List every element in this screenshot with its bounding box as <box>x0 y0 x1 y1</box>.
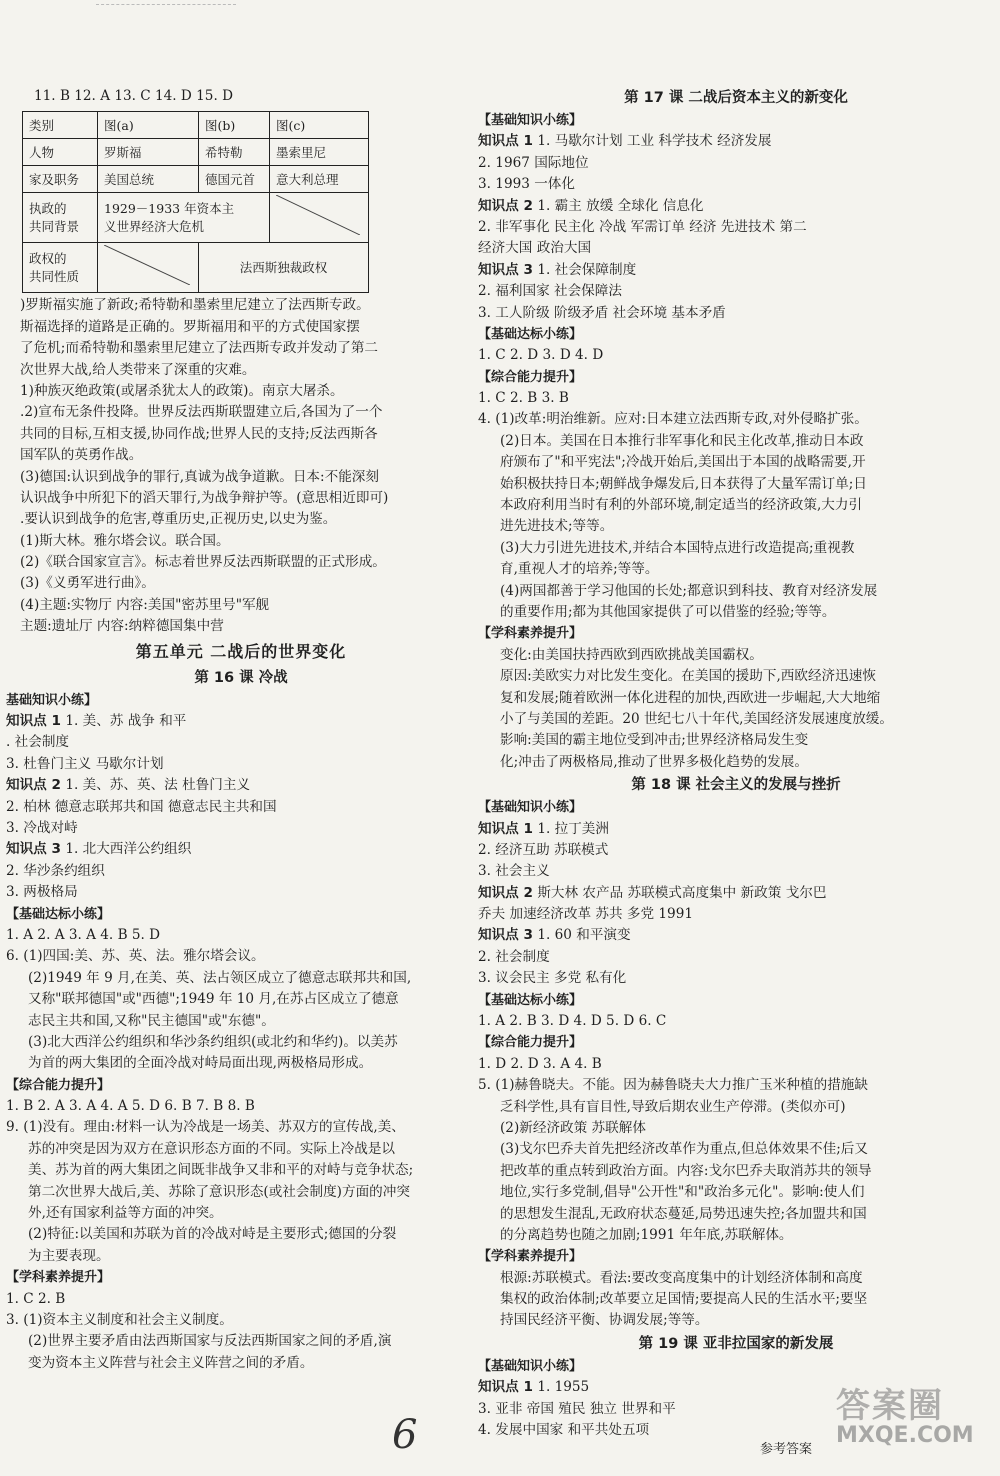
answer-line: (4)两国都善于学习他国的长处;都意识到科技、教育对经济发展 <box>500 582 878 599</box>
answer-line: (4)主题:实物厅 内容:美国"密苏里号"军舰 <box>20 596 270 613</box>
answer-line: (3)北大西洋公约组织和华沙条约组织(或北约和华约)。以美苏 <box>28 1033 398 1050</box>
answer-text: 1. 马歇尔计划 工业 科学技术 经济发展 <box>537 133 772 150</box>
knowledge-point-label: 知识点 3 <box>6 841 61 858</box>
lesson-title: 第 17 课 二战后资本主义的新变化 <box>624 90 848 106</box>
answer-line: 苏的冲突是因为双方在意识形态方面的不同。实际上冷战是以 <box>28 1140 396 1157</box>
lesson-title: 第 16 课 冷战 <box>194 669 288 686</box>
answer-line: 5. (1)赫鲁晓夫。不能。因为赫鲁晓夫大力推广玉米种植的措施缺 <box>478 1077 868 1094</box>
table-cell: 希特勒 <box>199 139 270 166</box>
answer-line: 2. 1967 国际地位 <box>478 154 589 171</box>
answer-line: (2)日本。美国在日本推行非军事化和民主化改革,推动日本政 <box>500 432 864 449</box>
answer-line: 3. 议会民主 多党 私有化 <box>478 970 627 987</box>
table-cell: 墨索里尼 <box>270 139 369 166</box>
answer-line: 了危机;而希特勒和墨索里尼建立了法西斯专政并发动了第二 <box>20 340 379 357</box>
table-cell <box>23 193 98 243</box>
section-header: 【综合能力提升】 <box>478 1035 583 1051</box>
table-header: 图(c) <box>270 112 369 139</box>
answer-line: 共同的目标,互相支援,协同作战;世界人民的支持;反法西斯各 <box>20 425 378 442</box>
knowledge-point-label: 知识点 2 <box>6 777 61 794</box>
answer-line: 的分离趋势也随之加剧;1991 年年底,苏联解体。 <box>500 1226 793 1243</box>
answer-line: 变化:由美国扶持西欧到西欧挑战美国霸权。 <box>500 646 763 663</box>
answer-line: 主题:遗址厅 内容:纳粹德国集中营 <box>20 618 224 635</box>
section-header: 【学科素养提升】 <box>6 1270 111 1286</box>
answer-line: 志民主共和国,又称"民主德国"或"东德"。 <box>28 1012 275 1029</box>
answer-text: 1. 美、苏 战争 和平 <box>65 713 187 730</box>
knowledge-point-label: 知识点 1 <box>478 133 533 150</box>
section-header: 【基础知识小练】 <box>478 1358 583 1374</box>
answer-line: 地位,实行多党制,倡导"公开性"和"政治多元化"。影响:使人们 <box>500 1184 865 1201</box>
answer-text: 1. 美、苏、英、法 杜鲁门主义 <box>65 777 251 794</box>
answer-line: (2)1949 年 9 月,在美、英、法占领区成立了德意志联邦共和国, <box>28 969 412 986</box>
unit-title: 第五单元 二战后的世界变化 <box>135 641 347 661</box>
table-cell-empty <box>98 243 199 293</box>
answer-line: 影响:美国的霸主地位受到冲击;世界经济格局发生变 <box>500 732 809 749</box>
answer-line: (2)新经济政策 苏联解体 <box>500 1119 646 1136</box>
footer-label: 参考答案 <box>760 1442 813 1457</box>
diagonal-slash <box>104 245 190 285</box>
answer-line: (3)德国:认识到战争的罪行,真诚为战争道歉。日本:不能深刻 <box>20 468 379 485</box>
table-cell: 意大利总理 <box>270 166 369 193</box>
answer-line: 1. C 2. B 3. B <box>478 390 569 407</box>
answer-line: 3. 1993 一体化 <box>478 176 575 193</box>
answer-line: 2. 福利国家 社会保障法 <box>478 283 622 300</box>
section-header: 【基础达标小练】 <box>478 992 583 1008</box>
answer-text: 1. 北大西洋公约组织 <box>65 841 192 858</box>
answer-line: 1. A 2. A 3. A 4. B 5. D <box>6 926 161 943</box>
section-header: 【综合能力提升】 <box>478 369 583 385</box>
watermark-logo <box>836 1378 996 1470</box>
answer-line: 本政府利用当时有利的外部环境,制定适当的经济政策,大力引 <box>500 497 863 514</box>
answer-line: 原因:美欧实力对比发生变化。在美国的援助下,西欧经济迅速恢 <box>500 668 876 685</box>
table-cell-empty <box>270 193 369 243</box>
answer-line: 进先进技术;等等。 <box>500 518 614 535</box>
answer-line: 次世界大战,给人类带来了深重的灾难。 <box>20 361 256 378</box>
answer-line: 1. B 2. A 3. A 4. A 5. D 6. B 7. B 8. B <box>6 1098 255 1115</box>
lesson-title: 第 18 课 社会主义的发展与挫折 <box>631 777 841 794</box>
cell-text: 1929－1933 年资本主 <box>104 200 235 216</box>
table-cell <box>23 243 98 293</box>
answer-line: 的思想发生混乱,无政府状态蔓延,局势迅速失控;各加盟共和国 <box>500 1205 867 1222</box>
answer-line: 斯福选择的道路是正确的。罗斯福用和平的方式使国家摆 <box>20 318 360 335</box>
section-header: 基础知识小练】 <box>6 692 98 708</box>
answer-text: 1. 社会保障制度 <box>537 261 637 278</box>
answer-line: 2. 社会制度 <box>478 948 550 965</box>
answer-line: 小了与美国的差距。20 世纪七八十年代,美国经济发展速度放缓。 <box>500 710 893 727</box>
answer-line: .要认识到战争的危害,尊重历史,正视历史,以史为鉴。 <box>20 511 337 528</box>
answer-line: 6. (1)四国:美、苏、英、法。雅尔塔会议。 <box>6 948 265 965</box>
table-cell: 法西斯独裁政权 <box>199 243 369 293</box>
table-cell: 人物 <box>23 139 98 166</box>
knowledge-point-label: 知识点 1 <box>478 1379 533 1396</box>
left-column <box>6 0 476 1374</box>
answer-line: 育,重视人才的培养;等等。 <box>500 561 659 578</box>
answer-line: 3. 杜鲁门主义 马歇尔计划 <box>6 755 164 772</box>
answer-line: 国军队的英勇作战。 <box>20 447 143 464</box>
answer-line: . 社会制度 <box>6 734 70 751</box>
section-header: 【学科素养提升】 <box>478 626 583 642</box>
answer-line: 始积极扶持日本;朝鲜战争爆发后,日本获得了大量军需订单;日 <box>500 475 867 492</box>
table-cell: 家及职务 <box>23 166 98 193</box>
answer-line: 变为资本主义阵营与社会主义阵营之间的矛盾。 <box>28 1354 314 1371</box>
answer-text: 1. 拉丁美洲 <box>537 820 609 837</box>
answer-line: 府颁布了"和平宪法";冷战开始后,美国出于本国的战略需要,开 <box>500 454 866 471</box>
answer-text: 1. 1955 <box>537 1379 590 1396</box>
cell-text: 政权的 <box>29 250 67 266</box>
section-header: 【基础知识小练】 <box>478 113 583 128</box>
answer-line: 根源:苏联模式。看法:要改变高度集中的计划经济体制和高度 <box>500 1269 863 1286</box>
answer-line: (3)戈尔巴乔夫首先把经济改革作为重点,但总体效果不佳;后又 <box>500 1141 868 1158</box>
answer-line: 1. C 2. B <box>6 1290 66 1307</box>
section-header: 【综合能力提升】 <box>6 1077 111 1093</box>
section-header: 【学科素养提升】 <box>478 1249 583 1265</box>
answer-line: 2. 柏林 德意志联邦共和国 德意志民主共和国 <box>6 798 277 815</box>
answer-line: 持国民经济平衡、协调发展;等等。 <box>500 1312 709 1329</box>
answer-line: 1. C 2. D 3. D 4. D <box>478 347 604 364</box>
handwritten-page-number: 6 <box>392 1412 418 1458</box>
answer-line: 1)种族灭绝政策(或屠杀犹太人的政策)。南京大屠杀。 <box>20 382 344 399</box>
answer-line: 11. B 12. A 13. C 14. D 15. D <box>34 88 233 104</box>
watermark-url: MXQE.COM <box>836 1423 974 1448</box>
answer-text: 1. 60 和平演变 <box>537 927 631 944</box>
cell-text: 共同性质 <box>29 268 80 284</box>
answer-line: 把改革的重点转到政治方面。内容:戈尔巴乔夫取消苏共的领导 <box>500 1162 872 1179</box>
answer-line: (3)大力引进先进技术,并结合本国特点进行改造提高;重视教 <box>500 539 855 556</box>
answer-line: 4. 发展中国家 和平共处五项 <box>478 1422 650 1439</box>
answer-line: 4. (1)改革:明治维新。应对:日本建立法西斯专政,对外侵略扩张。 <box>478 411 868 428</box>
answer-line: 9. (1)没有。理由:材料一认为冷战是一场美、苏双方的宣传战,美、 <box>6 1119 405 1136</box>
watermark-text: 答案圈 <box>836 1386 944 1426</box>
answer-line: 美、苏为首的两大集团之间既非战争又非和平的对峙与竞争状态; <box>28 1162 414 1179</box>
table-cell: 美国总统 <box>98 166 199 193</box>
cell-text: 义世界经济大危机 <box>104 218 205 234</box>
answer-line: 化;冲击了两极格局,推动了世界多极化趋势的发展。 <box>500 753 808 770</box>
answer-line: )罗斯福实施了新政;希特勒和墨索里尼建立了法西斯专政。 <box>20 297 370 314</box>
section-header: 【基础达标小练】 <box>478 326 583 342</box>
table-header: 类别 <box>23 112 98 139</box>
answer-line: 又称"联邦德国"或"西德";1949 年 10 月,在苏占区成立了德意 <box>28 991 399 1008</box>
knowledge-point-label: 知识点 2 <box>478 884 533 901</box>
answer-line: 1. D 2. D 3. A 4. B <box>478 1055 602 1072</box>
answer-line: 3. 冷战对峙 <box>6 819 78 836</box>
answer-line: .2)宣布无条件投降。世界反法西斯联盟建立后,各国为了一个 <box>20 404 383 421</box>
table-row <box>23 112 369 139</box>
answer-line: (1)斯大林。雅尔塔会议。联合国。 <box>20 532 230 549</box>
right-column <box>478 0 994 1441</box>
diagonal-slash <box>276 195 360 235</box>
answer-line: 集权的政治体制;改革要立足国情;要提高人民的生活水平;要坚 <box>500 1291 868 1308</box>
table-cell: 德国元首 <box>199 166 270 193</box>
table-row <box>23 193 369 243</box>
cell-text: 共同背景 <box>29 218 80 234</box>
answer-line: 乏科学性,具有盲目性,导致后期农业生产停滞。(类似亦可) <box>500 1098 846 1115</box>
knowledge-point-label: 知识点 3 <box>478 261 533 278</box>
answer-line: 第二次世界大战后,美、苏除了意识形态(或社会制度)方面的冲突 <box>28 1183 410 1200</box>
comparison-table <box>22 111 369 293</box>
answer-line: 1. A 2. B 3. D 4. D 5. D 6. C <box>478 1013 667 1030</box>
table-row <box>23 139 369 166</box>
knowledge-point-label: 知识点 1 <box>6 713 61 730</box>
table-cell: 罗斯福 <box>98 139 199 166</box>
answer-line: 认识战争中所犯下的滔天罪行,为战争辩护等。(意思相近即可) <box>20 489 389 506</box>
knowledge-point-label: 知识点 2 <box>478 197 533 214</box>
answer-line: 3. 工人阶级 阶级矛盾 社会环境 基本矛盾 <box>478 304 726 321</box>
answer-line: 经济大国 政治大国 <box>478 240 592 257</box>
section-header: 【基础达标小练】 <box>6 906 111 922</box>
answer-line: (2)世界主要矛盾由法西斯国家与反法西斯国家之间的矛盾,演 <box>28 1333 392 1350</box>
answer-text: 斯大林 农产品 苏联模式高度集中 新政策 戈尔巴 <box>537 884 827 901</box>
answer-line: 的重要作用;都为其他国家提供了可以借鉴的经验;等等。 <box>500 603 836 620</box>
lesson-title: 第 19 课 亚非拉国家的新发展 <box>638 1335 834 1352</box>
answer-line: 2. 华沙条约组织 <box>6 862 105 879</box>
answer-line: 为首的两大集团的全面冷战对峙局面出现,两极格局形成。 <box>28 1055 373 1072</box>
answer-line: 复和发展;随着欧洲一体化进程的加快,西欧进一步崛起,大大地缩 <box>500 689 881 706</box>
cell-text: 执政的 <box>29 200 67 216</box>
answer-line: 2. 经济互助 苏联模式 <box>478 841 609 858</box>
answer-line: (2)特征:以美国和苏联为首的冷战对峙是主要形式;德国的分裂 <box>28 1226 397 1243</box>
answer-line: 3. 亚非 帝国 殖民 独立 世界和平 <box>478 1400 676 1417</box>
answer-text: 1. 霸主 放缓 全球化 信息化 <box>537 197 704 214</box>
answer-line: 3. (1)资本主义制度和社会主义制度。 <box>6 1311 233 1328</box>
table-header: 图(b) <box>199 112 270 139</box>
knowledge-point-label: 知识点 3 <box>478 927 533 944</box>
answer-line: 2. 非军事化 民主化 冷战 军需订单 经济 先进技术 第二 <box>478 218 807 235</box>
table-header: 图(a) <box>98 112 199 139</box>
answer-line: (3)《义勇军进行曲》。 <box>20 575 155 592</box>
answer-line: (2)《联合国家宣言》。标志着世界反法西斯联盟的正式形成。 <box>20 554 386 571</box>
table-row <box>23 243 369 293</box>
table-cell <box>98 193 270 243</box>
section-header: 【基础知识小练】 <box>478 800 583 816</box>
knowledge-point-label: 知识点 1 <box>478 820 533 837</box>
answer-line: 外,还有国家利益等方面的冲突。 <box>28 1205 223 1222</box>
answer-line: 3. 两极格局 <box>6 884 78 901</box>
answer-line: 为主要表现。 <box>28 1247 110 1264</box>
answer-line: 乔夫 加速经济改革 苏共 多党 1991 <box>478 906 694 923</box>
answer-line: 3. 社会主义 <box>478 863 550 880</box>
table-row <box>23 166 369 193</box>
